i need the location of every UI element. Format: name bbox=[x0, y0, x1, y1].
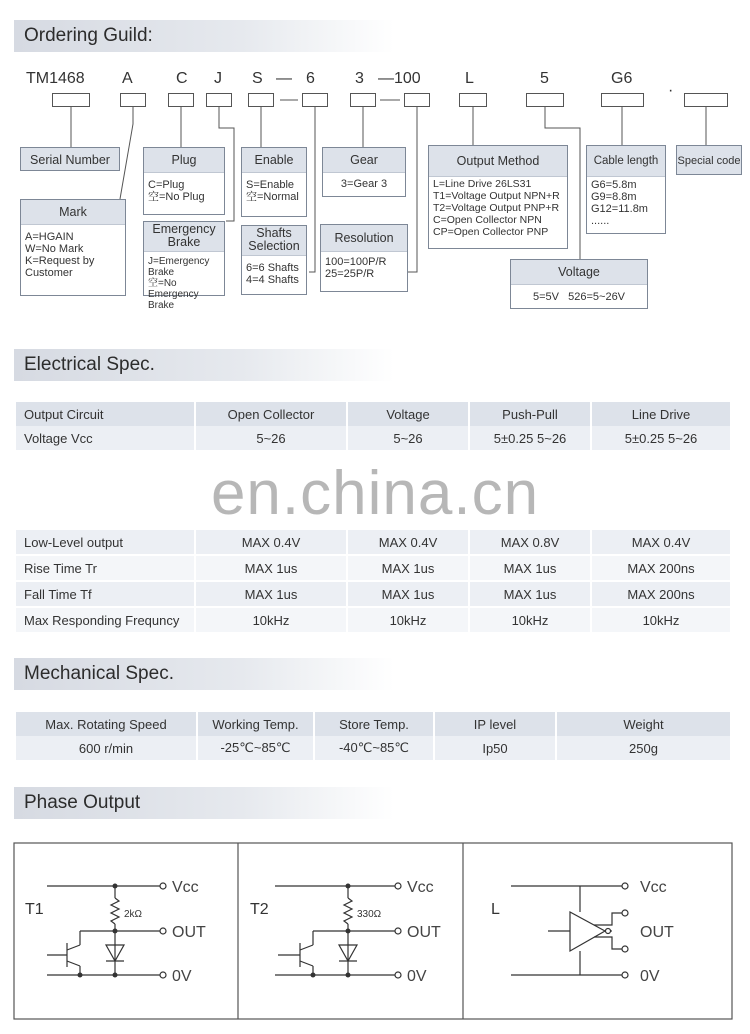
vcc-label-l: Vcc bbox=[640, 879, 667, 896]
table-cell: 250g bbox=[557, 736, 730, 760]
table-cell: Low-Level output bbox=[16, 530, 194, 554]
table-cell: 5±0.25 5~26 bbox=[470, 426, 590, 450]
table-cell: Ip50 bbox=[435, 736, 555, 760]
output-method-title: Output Method bbox=[429, 146, 567, 177]
table-cell: Fall Time Tf bbox=[16, 582, 194, 606]
table-cell: 10kHz bbox=[470, 608, 590, 632]
table-cell: MAX 1us bbox=[348, 556, 468, 580]
table-cell: MAX 1us bbox=[348, 582, 468, 606]
phase-panel-t2 bbox=[275, 883, 401, 978]
vcc-label-t1: Vcc bbox=[172, 879, 199, 896]
table-cell: MAX 0.4V bbox=[196, 530, 346, 554]
out-label-t2: OUT bbox=[407, 924, 441, 941]
table-cell: Open Collector bbox=[196, 402, 346, 426]
code-resolution: —100 bbox=[378, 70, 421, 87]
table-cell: 5~26 bbox=[196, 426, 346, 450]
table-cell: MAX 0.8V bbox=[470, 530, 590, 554]
resistor-label-t1: 2kΩ bbox=[124, 909, 143, 920]
table-cell: 600 r/min bbox=[16, 736, 196, 760]
voltage-box-title: Voltage bbox=[511, 260, 647, 285]
emergency-brake-title: Emergency Brake bbox=[144, 222, 224, 252]
table-cell: Max. Rotating Speed bbox=[16, 712, 196, 736]
resistor-label-t2: 330Ω bbox=[357, 909, 382, 920]
gear-box-body: 3=Gear 3 bbox=[340, 178, 388, 190]
table-cell: Output Circuit bbox=[16, 402, 194, 426]
zero-label-t2: 0V bbox=[407, 968, 427, 985]
table-cell: MAX 200ns bbox=[592, 582, 730, 606]
output-method-body: L=Line Drive 26LS31 T1=Voltage Output NPN+R T2=Voltage Output PNP+R C=Open Collector NPN CP=Open Collector PNP bbox=[433, 178, 560, 238]
serial-number-box: Serial Number bbox=[20, 147, 120, 171]
table-cell: -25℃~85℃ bbox=[198, 736, 313, 760]
table-cell: MAX 1us bbox=[470, 582, 590, 606]
table-cell: IP level bbox=[435, 712, 555, 736]
table-cell: Voltage Vcc bbox=[16, 426, 194, 450]
shafts-selection-body: 6=6 Shafts 4=4 Shafts bbox=[246, 262, 299, 286]
table-cell: Push-Pull bbox=[470, 402, 590, 426]
zero-label-t1: 0V bbox=[172, 968, 192, 985]
code-cable: G6 bbox=[611, 70, 633, 87]
code-plug: C bbox=[176, 70, 188, 87]
code-output: L bbox=[465, 70, 474, 87]
code-model: TM1468 bbox=[26, 70, 85, 87]
mark-box-body: A=HGAIN W=No Mark K=Request by Customer bbox=[25, 231, 95, 279]
special-code-box: Special code bbox=[676, 145, 742, 175]
code-gear: 3 bbox=[355, 70, 364, 87]
table-cell: Rise Time Tr bbox=[16, 556, 194, 580]
phase-section-title: Phase Output bbox=[14, 787, 394, 819]
zero-label-l: 0V bbox=[640, 968, 660, 985]
phase-panel-t1 bbox=[47, 883, 166, 978]
cable-length-title: Cable length bbox=[587, 146, 665, 177]
table-cell: 10kHz bbox=[196, 608, 346, 632]
out-label-l: OUT bbox=[640, 924, 674, 941]
mechanical-section-title: Mechanical Spec. bbox=[14, 658, 394, 690]
code-brake: J bbox=[214, 70, 222, 87]
emergency-brake-body: J=Emergency Brake 空=No Emergency Brake bbox=[148, 256, 210, 311]
phase-label-t2: T2 bbox=[250, 901, 269, 918]
gear-box-title: Gear bbox=[323, 148, 405, 173]
out-label-t1: OUT bbox=[172, 924, 206, 941]
table-cell: MAX 0.4V bbox=[592, 530, 730, 554]
table-cell: 5±0.25 5~26 bbox=[592, 426, 730, 450]
enable-box-body: S=Enable 空=Normal bbox=[246, 179, 299, 203]
enable-box-title: Enable bbox=[242, 148, 306, 173]
phase-panel-l bbox=[511, 883, 628, 978]
plug-box-title: Plug bbox=[144, 148, 224, 173]
mark-box-title: Mark bbox=[21, 200, 125, 225]
code-mark: A bbox=[122, 70, 133, 87]
code-dot: · bbox=[668, 82, 674, 99]
vcc-label-t2: Vcc bbox=[407, 879, 434, 896]
table-cell: Store Temp. bbox=[315, 712, 433, 736]
table-cell: 5~26 bbox=[348, 426, 468, 450]
resolution-box-body: 100=100P/R 25=25P/R bbox=[325, 256, 387, 280]
ordering-section-title: Ordering Guild: bbox=[14, 20, 394, 52]
voltage-box-body: 5=5V 526=5~26V bbox=[532, 291, 626, 303]
code-enable: S bbox=[252, 70, 263, 87]
code-shafts: 6 bbox=[306, 70, 315, 87]
table-cell: MAX 1us bbox=[196, 582, 346, 606]
table-cell: MAX 1us bbox=[196, 556, 346, 580]
table-cell: 10kHz bbox=[348, 608, 468, 632]
cable-length-body: G6=5.8m G9=8.8m G12=11.8m ...... bbox=[591, 179, 648, 227]
code-voltage: 5 bbox=[540, 70, 549, 87]
electrical-section-title: Electrical Spec. bbox=[14, 349, 394, 381]
table-cell: 10kHz bbox=[592, 608, 730, 632]
resolution-box-title: Resolution bbox=[321, 225, 407, 252]
shafts-selection-title: Shafts Selection bbox=[242, 226, 306, 256]
phase-label-l: L bbox=[491, 901, 500, 918]
table-cell: MAX 200ns bbox=[592, 556, 730, 580]
table-cell: MAX 1us bbox=[470, 556, 590, 580]
plug-box-body: C=Plug 空=No Plug bbox=[148, 179, 205, 203]
table-cell: MAX 0.4V bbox=[348, 530, 468, 554]
code-dash-1: — bbox=[276, 70, 292, 87]
table-cell: -40℃~85℃ bbox=[315, 736, 433, 760]
table-cell: Max Responding Frequncy bbox=[16, 608, 194, 632]
table-cell: Voltage bbox=[348, 402, 468, 426]
table-cell: Weight bbox=[557, 712, 730, 736]
watermark: en.china.cn bbox=[210, 459, 540, 528]
phase-label-t1: T1 bbox=[25, 901, 44, 918]
table-cell: Line Drive bbox=[592, 402, 730, 426]
table-cell: Working Temp. bbox=[198, 712, 313, 736]
